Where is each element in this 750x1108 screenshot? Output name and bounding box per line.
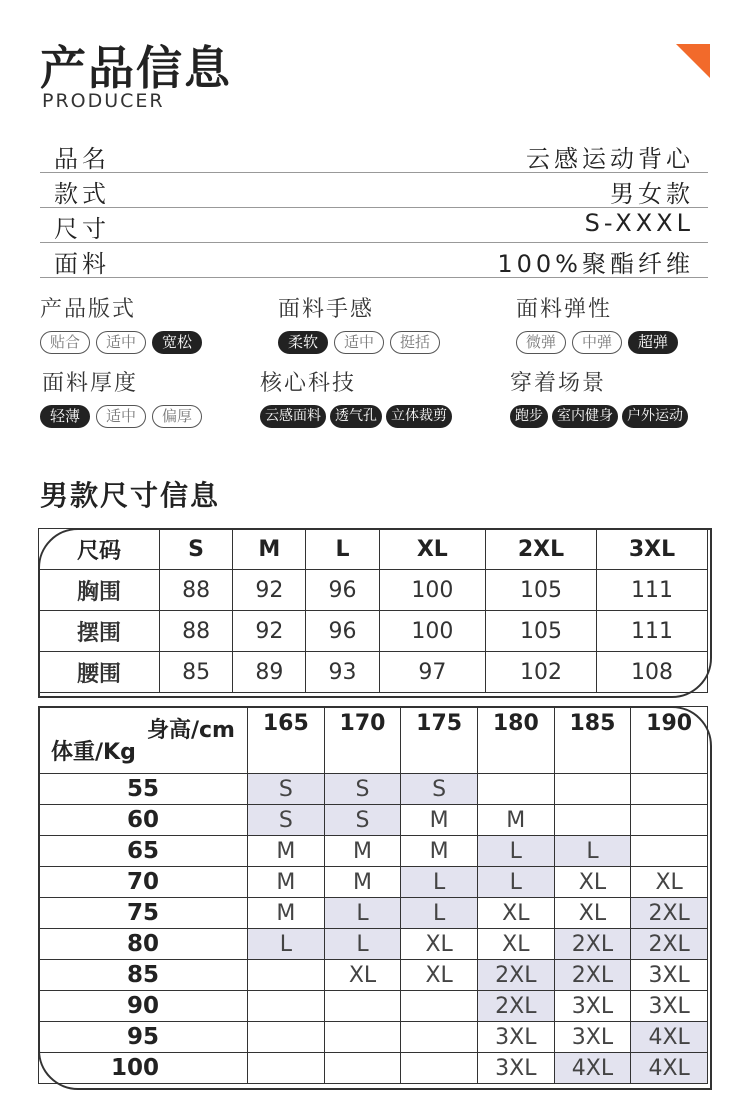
size-cell: 108 [597,652,708,693]
feature-group [260,366,452,428]
size-cell: 85 [160,652,233,693]
fit-size-cell [248,1022,325,1053]
fit-row [39,774,708,805]
info-row [40,138,708,173]
size-cell: 111 [597,611,708,652]
feature-group [40,292,202,354]
size-row [39,611,708,652]
fit-size-cell: 3XL [631,991,708,1022]
fit-size-cell: 2XL [554,929,631,960]
size-cell: 111 [597,570,708,611]
height-axis-label: 身高/cm [146,718,235,743]
fit-size-cell [324,1053,401,1084]
feature-title: 面料厚度 [42,371,139,396]
page-title: 产品信息 [40,41,232,95]
size-cell: 96 [306,611,379,652]
fit-size-cell: 2XL [477,960,554,991]
fit-size-cell [324,991,401,1022]
weight-cell: 85 [39,960,248,991]
fit-size-cell: 3XL [631,960,708,991]
weight-cell: 90 [39,991,248,1022]
feature-option-chip: 室内健身 [552,405,618,428]
info-label: 面料 [54,250,110,278]
info-value: 100%聚酯纤维 [497,250,694,278]
weight-cell: 100 [39,1053,248,1084]
height-header-cell: 165 [248,707,325,774]
fit-size-cell [401,991,478,1022]
fit-size-cell: 2XL [631,929,708,960]
fit-size-cell: XL [554,898,631,929]
fit-size-cell: S [248,774,325,805]
fit-row [39,960,708,991]
size-cell: 100 [379,570,485,611]
fit-size-cell [248,960,325,991]
fit-size-cell [401,1022,478,1053]
fit-size-cell: XL [477,929,554,960]
measure-label: 胸围 [39,570,160,611]
size-cell: 88 [160,570,233,611]
height-header-cell: 180 [477,707,554,774]
fit-row [39,1053,708,1084]
info-row [40,208,708,243]
fit-header-row [39,707,708,774]
fit-size-cell: L [477,867,554,898]
fit-size-cell: 3XL [477,1053,554,1084]
height-header-cell: 175 [401,707,478,774]
fit-size-cell: L [401,898,478,929]
fit-size-cell [248,991,325,1022]
fit-size-cell [324,1022,401,1053]
feature-group [516,292,678,354]
fit-size-cell: 4XL [631,1053,708,1084]
fit-size-cell: L [477,836,554,867]
feature-title: 穿着场景 [510,371,607,396]
size-header-cell: L [306,529,379,570]
fit-row [39,991,708,1022]
feature-title: 面料手感 [278,297,375,322]
info-value: S-XXXL [584,209,694,237]
fit-size-cell: L [324,929,401,960]
fit-size-cell: S [324,805,401,836]
product-info-list [40,138,708,278]
feature-option-chip: 适中 [334,331,384,354]
fit-size-cell: XL [324,960,401,991]
info-value: 云感运动背心 [526,145,694,173]
fit-size-cell: S [324,774,401,805]
size-header-cell: XL [379,529,485,570]
fit-size-cell [248,1053,325,1084]
fit-size-cell: L [324,898,401,929]
fit-size-cell [401,1053,478,1084]
weight-cell: 95 [39,1022,248,1053]
feature-option-chip: 立体裁剪 [386,405,452,428]
fit-size-cell [631,836,708,867]
fit-size-cell: 3XL [554,1022,631,1053]
size-header-row [39,529,708,570]
size-table [38,528,708,693]
corner-triangle-icon [676,44,710,78]
size-header-cell: 2XL [486,529,597,570]
size-cell: 96 [306,570,379,611]
weight-cell: 70 [39,867,248,898]
feature-option-chip: 挺括 [390,331,440,354]
fit-table [38,706,708,1084]
fit-size-cell [477,774,554,805]
feature-option-chip: 户外运动 [622,405,688,428]
size-row [39,652,708,693]
feature-group [278,292,440,354]
info-row [40,243,708,278]
fit-size-cell [631,774,708,805]
size-section-title: 男款尺寸信息 [40,479,221,512]
fit-size-cell: 4XL [554,1053,631,1084]
size-cell: 105 [486,570,597,611]
fit-size-cell: S [401,774,478,805]
fit-row [39,867,708,898]
fit-row [39,929,708,960]
feature-option-chip: 微弹 [516,331,566,354]
size-header-cell: S [160,529,233,570]
info-value: 男女款 [610,180,694,208]
info-label: 品名 [54,145,110,173]
feature-group [510,366,688,428]
info-label: 款式 [54,180,110,208]
fit-size-cell [631,805,708,836]
size-row [39,570,708,611]
fit-size-cell: M [477,805,554,836]
fit-size-cell: M [324,867,401,898]
weight-cell: 75 [39,898,248,929]
weight-cell: 80 [39,929,248,960]
fit-size-cell: M [401,805,478,836]
fit-size-cell: 4XL [631,1022,708,1053]
fit-row [39,836,708,867]
feature-option-chip: 轻薄 [40,405,90,428]
feature-option-chip: 跑步 [510,405,548,428]
measure-label: 腰围 [39,652,160,693]
info-row [40,173,708,208]
info-label: 尺寸 [54,215,110,243]
size-cell: 105 [486,611,597,652]
page-subtitle: PRODUCER [42,90,165,112]
fit-size-cell [554,774,631,805]
size-cell: 97 [379,652,485,693]
fit-size-cell: M [324,836,401,867]
feature-option-chip: 超弹 [628,331,678,354]
fit-size-cell: XL [631,867,708,898]
height-header-cell: 190 [631,707,708,774]
fit-size-cell: L [401,867,478,898]
feature-option-chip: 适中 [96,331,146,354]
fit-size-cell: XL [477,898,554,929]
size-cell: 88 [160,611,233,652]
fit-corner-cell [39,707,248,774]
feature-option-chip: 透气孔 [330,405,382,428]
fit-size-cell: XL [401,960,478,991]
feature-option-chip: 偏厚 [152,405,202,428]
feature-option-chip: 中弹 [572,331,622,354]
size-cell: 92 [233,611,306,652]
feature-title: 面料弹性 [516,297,613,322]
fit-size-cell: 2XL [631,898,708,929]
size-cell: 92 [233,570,306,611]
fit-size-cell [554,805,631,836]
height-header-cell: 170 [324,707,401,774]
fit-size-cell: 3XL [477,1022,554,1053]
fit-size-cell: M [401,836,478,867]
fit-size-cell: S [248,805,325,836]
size-cell: 89 [233,652,306,693]
size-cell: 100 [379,611,485,652]
height-header-cell: 185 [554,707,631,774]
fit-size-cell: M [248,867,325,898]
size-cell: 102 [486,652,597,693]
measure-label: 摆围 [39,611,160,652]
fit-size-cell: L [248,929,325,960]
feature-option-chip: 宽松 [152,331,202,354]
weight-axis-label: 体重/Kg [51,740,136,765]
weight-cell: 55 [39,774,248,805]
weight-cell: 65 [39,836,248,867]
fit-size-cell: XL [401,929,478,960]
feature-option-chip: 适中 [96,405,146,428]
fit-row [39,1022,708,1053]
weight-cell: 60 [39,805,248,836]
feature-option-chip: 云感面料 [260,405,326,428]
feature-title: 产品版式 [40,297,137,322]
fit-size-cell: L [554,836,631,867]
fit-size-cell: M [248,898,325,929]
feature-title: 核心科技 [260,371,357,396]
fit-row [39,805,708,836]
fit-size-cell: 3XL [554,991,631,1022]
size-header-cell: 尺码 [39,529,160,570]
feature-option-chip: 贴合 [40,331,90,354]
size-cell: 93 [306,652,379,693]
feature-group [40,366,202,428]
feature-option-chip: 柔软 [278,331,328,354]
fit-size-cell: 2XL [477,991,554,1022]
fit-size-cell: M [248,836,325,867]
fit-size-cell: 2XL [554,960,631,991]
fit-size-cell: XL [554,867,631,898]
size-header-cell: 3XL [597,529,708,570]
fit-row [39,898,708,929]
size-header-cell: M [233,529,306,570]
